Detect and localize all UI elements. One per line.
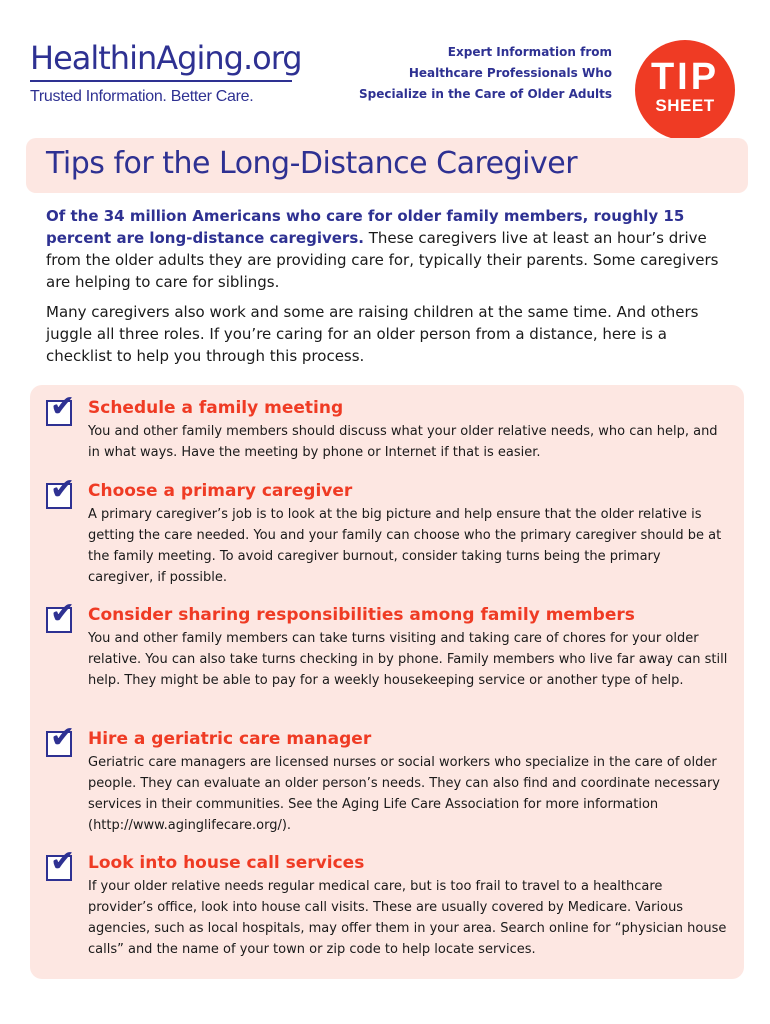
expert-line-1: Expert Information from [447,45,612,59]
tip-sheet-badge [635,40,735,140]
check-mark-icon: ✔ [50,472,76,507]
badge-top-text: TIP [650,56,720,98]
logo-divider [30,80,292,82]
check-mark-icon: ✔ [50,596,76,631]
check-mark-icon: ✔ [50,389,76,424]
intro-lead-rest: These caregivers live at least an hour’s drive from the older adults they are providing care for, typically their parents. Some caregivers are helping to care for siblings. [46,229,719,291]
title-band [26,138,748,193]
intro-lead: Of the 34 million Americans who care for older family members, roughly 15 percent are long-distance caregivers. [46,207,685,247]
checklist-item-title: Consider sharing responsibilities among family members [88,605,635,625]
expert-statement [312,42,612,105]
logo-tagline: Trusted Information. Better Care. [30,88,254,105]
expert-line-3: Specialize in the Care of Older Adults [359,87,612,101]
checklist-item-body: You and other family members can take turns visiting and taking care of chores for your older relative. You can also take turns checking in by phone. Family members who live far away can still help. They might be able to pay for a weekly housekeeping service or another type of help. [88,631,728,688]
intro-paragraph-1 [46,205,736,293]
checklist-item-body: A primary caregiver’s job is to look at the big picture and help ensure that the older relative is getting the care needed. You and your family can choose who the primary caregiver should be at the family meeting. To avoid caregiver burnout, consider taking turns being the primary caregiver, if possible. [88,507,722,585]
intro-paragraph-2: Many caregivers also work and some are raising children at the same time. And others juggle all three roles. If you’re caring for an older person from a distance, here is a checklist to help you through this process. [46,303,699,365]
site-logo [30,38,330,106]
checklist-item-title: Hire a geriatric care manager [88,729,372,749]
intro-section [46,205,736,375]
expert-line-2: Healthcare Professionals Who [408,66,612,80]
checklist-item-body: If your older relative needs regular medical care, but is too frail to travel to a healthcare provider’s office, look into house call visits. These are usually covered by Medicare. Various agencies, such as local hospitals, may offer them in your area. Search online for “physician house calls” and the name of your town or zip code to help locate services. [88,879,727,957]
logo-title: HealthinAging.org [30,39,302,77]
checklist-item-title: Choose a primary caregiver [88,481,353,501]
checklist-item-body: You and other family members should discuss what your older relative needs, who can help, and in what ways. Have the meeting by phone or Internet if that is easier. [88,424,718,460]
checklist-item-body: Geriatric care managers are licensed nurses or social workers who specialize in the care of older people. They can evaluate an older person’s needs. They can also find and coordinate necessary services in their communities. See the Aging Life Care Association for more information (http://www.aginglifecare.org/). [88,755,721,833]
checklist-item-title: Look into house call services [88,853,365,873]
badge-bottom-text: SHEET [655,96,715,115]
checklist-item-title: Schedule a family meeting [88,398,344,418]
page-title: Tips for the Long-Distance Caregiver [46,146,578,181]
checklist-panel [30,385,744,979]
check-mark-icon: ✔ [50,720,76,755]
check-mark-icon: ✔ [50,844,76,879]
